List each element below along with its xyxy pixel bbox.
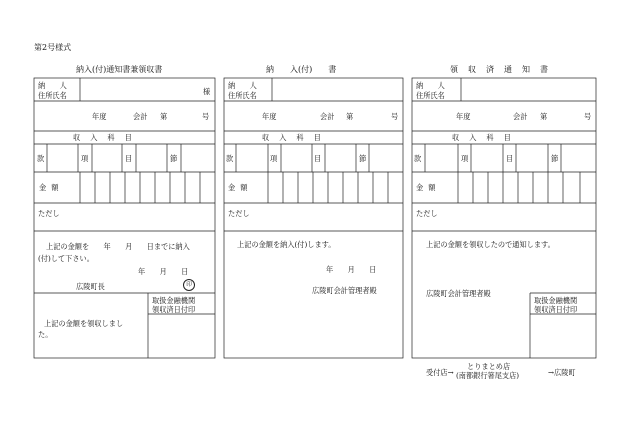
reception-shop-label: 受付店→	[426, 368, 454, 377]
bank-stamp-label: 領収済日付印	[152, 305, 196, 314]
notice-panel-lines	[34, 78, 215, 358]
addressee: 広陵町会計管理者殿	[312, 286, 377, 295]
income-item-header: 収入科目	[452, 133, 521, 142]
dai-label: 第	[346, 112, 354, 121]
amount-label: 金額	[416, 183, 441, 192]
address-name-label: 住所氏名	[38, 91, 67, 100]
income-item-header: 収入科目	[73, 133, 142, 142]
gou-label: 号	[202, 112, 210, 121]
amount-label: 金額	[228, 183, 253, 192]
official-seal-icon: 印	[183, 279, 195, 291]
fiscal-year-label: 年度	[262, 112, 277, 121]
address-name-label: 住所氏名	[228, 91, 257, 100]
form-number: 第2号様式	[34, 43, 72, 52]
bank-label: 取扱金融機関	[534, 296, 578, 305]
notice-title: 納入(付)通知書兼領収書	[76, 65, 163, 74]
notice-date: 年 月 日	[138, 267, 189, 276]
bank-label: 取扱金融機関	[152, 296, 196, 305]
moku-label: 目	[125, 154, 133, 163]
kan-label: 款	[226, 154, 234, 163]
payment-due-statement: 上記の金額を 年 月 日までに納入	[46, 242, 190, 251]
receipt-notice-statement: 上記の金額を領収したので通知します。	[426, 240, 555, 249]
collector-bank-branch: (南都銀行箸尾支店)	[456, 371, 520, 380]
account-label: 会計	[320, 112, 335, 121]
address-name-label: 住所氏名	[416, 91, 445, 100]
kou-label: 項	[270, 154, 278, 163]
bank-stamp-label: 領収済日付印	[534, 305, 578, 314]
setsu-label: 節	[359, 154, 367, 163]
tadashi-label: ただし	[38, 209, 60, 218]
dai-label: 第	[160, 112, 168, 121]
tadashi-label: ただし	[416, 209, 438, 218]
fiscal-year-label: 年度	[456, 112, 471, 121]
receipt-panel-lines	[412, 78, 596, 358]
payment-title: 納 入(付) 書	[266, 65, 337, 74]
account-label: 会計	[133, 112, 148, 121]
amount-label: 金額	[39, 183, 64, 192]
kou-label: 項	[81, 154, 89, 163]
moku-label: 目	[314, 154, 322, 163]
issuer-name: 広陵町長	[76, 282, 105, 291]
fiscal-year-label: 年度	[92, 112, 107, 121]
kou-label: 項	[461, 154, 469, 163]
payment-due-statement-cont: (付)して下さい。	[38, 254, 94, 263]
payment-panel-lines	[224, 78, 403, 358]
receipt-title: 領収済通知書	[450, 65, 558, 74]
collector-bank-label: とりまとめ店	[467, 362, 511, 371]
payer-label: 納 人	[38, 81, 67, 90]
gou-label: 号	[391, 112, 399, 121]
income-item-header: 収入科目	[262, 133, 331, 142]
sama-label: 様	[203, 87, 211, 96]
gou-label: 号	[584, 112, 592, 121]
account-label: 会計	[513, 112, 528, 121]
payer-label: 納 人	[228, 81, 257, 90]
payment-date: 年 月 日	[326, 265, 377, 274]
receipt-statement-cont: た。	[38, 330, 53, 339]
addressee: 広陵町会計管理者殿	[426, 289, 491, 298]
moku-label: 目	[506, 154, 514, 163]
dai-label: 第	[540, 112, 548, 121]
tadashi-label: ただし	[228, 209, 250, 218]
setsu-label: 節	[170, 154, 178, 163]
kan-label: 款	[37, 154, 45, 163]
receipt-statement: 上記の金額を領収しまし	[44, 319, 124, 328]
setsu-label: 節	[551, 154, 559, 163]
town-destination: →広陵町	[548, 368, 576, 377]
payment-statement: 上記の金額を納入(付)します。	[237, 240, 336, 249]
payer-label: 納 人	[416, 81, 445, 90]
kan-label: 款	[414, 154, 422, 163]
